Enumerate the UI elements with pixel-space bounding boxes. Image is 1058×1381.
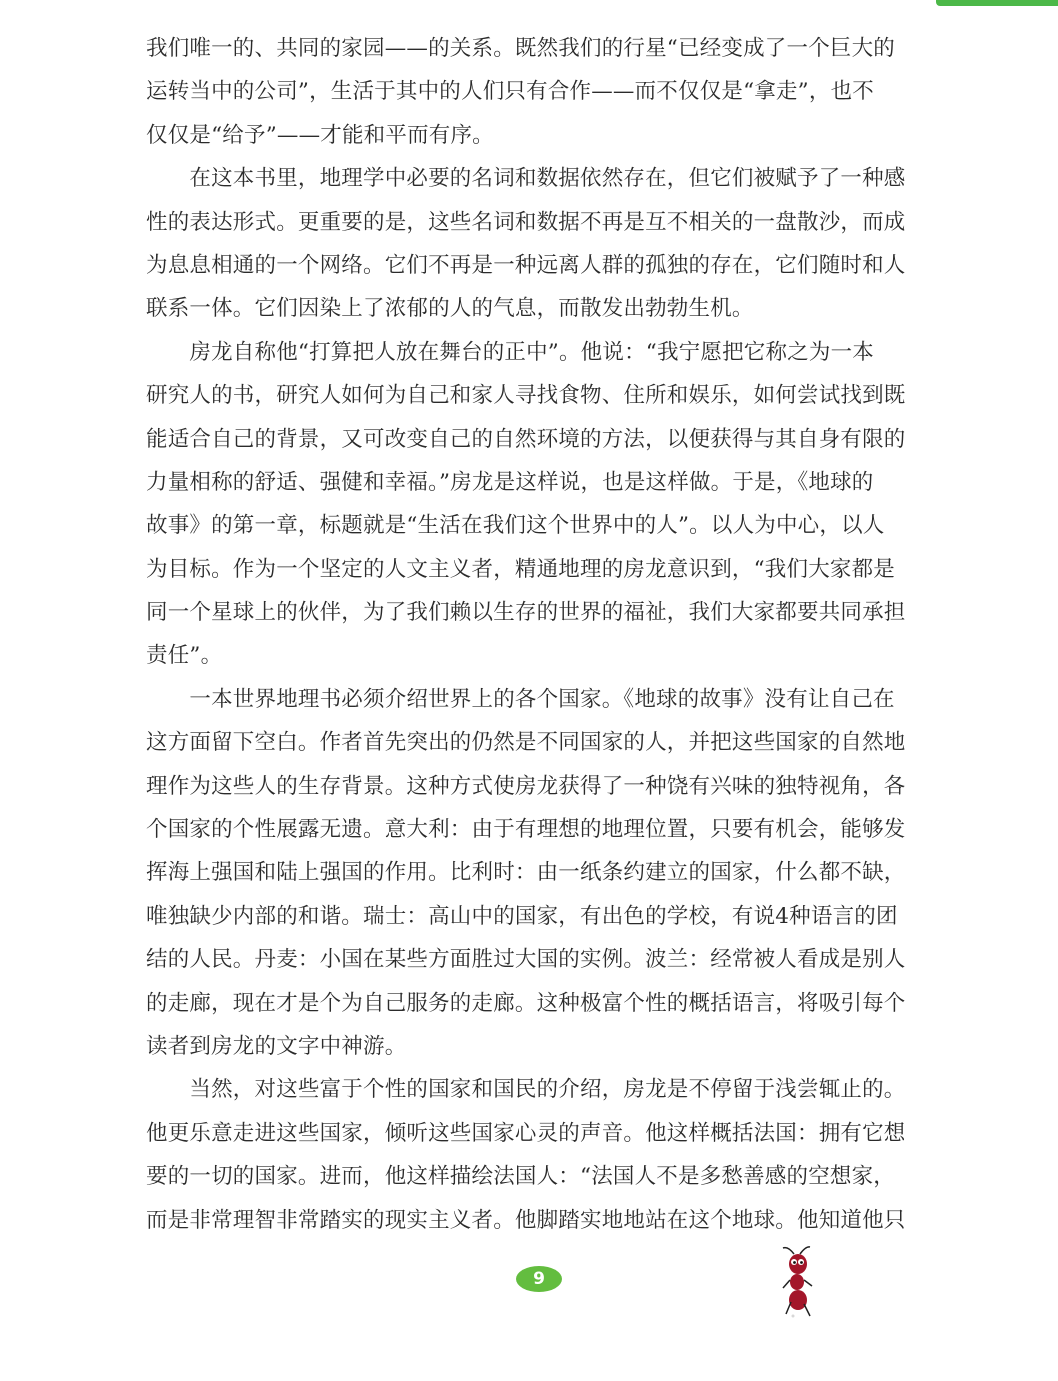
text-line: 性的表达形式。更重要的是，这些名词和数据不再是互不相关的一盘散沙，而成 — [146, 209, 906, 235]
text-line: 仅仅是“给予”——才能和平而有序。 — [146, 122, 494, 148]
text-line: 研究人的书，研究人如何为自己和家人寻找食物、住所和娱乐，如何尝试找到既 — [146, 383, 906, 409]
text-line: 同一个星球上的伙伴，为了我们赖以生存的世界的福祉，我们大家都要共同承担 — [146, 600, 906, 626]
text-line: 在这本书里，地理学中必要的名词和数据依然存在，但它们被赋予了一种感 — [146, 166, 906, 192]
text-line: 唯独缺少内部的和谐。瑞士：高山中的国家，有出色的学校，有说4种语言的团 — [146, 903, 898, 929]
body-text — [146, 27, 936, 1242]
text-line: 当然，对这些富于个性的国家和国民的介绍，房龙是不停留于浅尝辄止的。 — [146, 1077, 906, 1103]
text-line: 他更乐意走进这些国家，倾听这些国家心灵的声音。他这样概括法国：拥有它想 — [146, 1120, 906, 1146]
text-line: 理作为这些人的生存背景。这种方式使房龙获得了一种饶有兴味的独特视角，各 — [146, 773, 906, 799]
text-line: 读者到房龙的文字中神游。 — [146, 1033, 407, 1059]
text-line: 联系一体。它们因染上了浓郁的人的气息，而散发出勃勃生机。 — [146, 296, 754, 322]
text-line: 房龙自称他“打算把人放在舞台的正中”。他说：“我宁愿把它称之为一本 — [146, 339, 874, 365]
text-line: 这方面留下空白。作者首先突出的仍然是不同国家的人，并把这些国家的自然地 — [146, 730, 906, 756]
text-line: 为目标。作为一个坚定的人文主义者，精通地理的房龙意识到，“我们大家都是 — [146, 556, 895, 582]
text-line: 我们唯一的、共同的家园——的关系。既然我们的行星“已经变成了一个巨大的 — [146, 36, 895, 61]
text-line: 要的一切的国家。进而，他这样描绘法国人：“法国人不是多愁善感的空想家， — [146, 1164, 895, 1190]
text-line: 而是非常理智非常踏实的现实主义者。他脚踏实地地站在这个地球。他知道他只 — [146, 1207, 906, 1233]
text-line: 力量相称的舒适、强健和幸福。”房龙是这样说，也是这样做。于是，《地球的 — [146, 469, 874, 495]
text-line: 一本世界地理书必须介绍世界上的各个国家。《地球的故事》没有让自己在 — [146, 686, 895, 712]
text-line: 挥海上强国和陆上强国的作用。比利时：由一纸条约建立的国家，什么都不缺， — [146, 860, 906, 886]
text-line: 结的人民。丹麦：小国在某些方面胜过大国的实例。波兰：经常被人看成是别人 — [146, 947, 906, 973]
text-line: 为息息相通的一个网络。它们不再是一种远离人群的孤独的存在，它们随时和人 — [146, 252, 906, 278]
text-line: 运转当中的公司”，生活于其中的人们只有合作——而不仅仅是“拿走”，也不 — [146, 79, 874, 105]
text-line: 故事》的第一章，标题就是“生活在我们这个世界中的人”。以人为中心，以人 — [146, 513, 885, 539]
text-line: 责任”。 — [146, 643, 223, 669]
text-line: 能适合自己的背景，又可改变自己的自然环境的方法，以便获得与其自身有限的 — [146, 426, 906, 452]
page-number: 9 — [516, 1266, 562, 1292]
ant-mascot-icon — [780, 1244, 816, 1322]
text-line: 的走廊，现在才是个为自己服务的走廊。这种极富个性的概括语言，将吸引每个 — [146, 990, 906, 1016]
green-corner-tab — [936, 0, 1058, 6]
text-line: 个国家的个性展露无遗。意大利：由于有理想的地理位置，只要有机会，能够发 — [146, 817, 906, 843]
